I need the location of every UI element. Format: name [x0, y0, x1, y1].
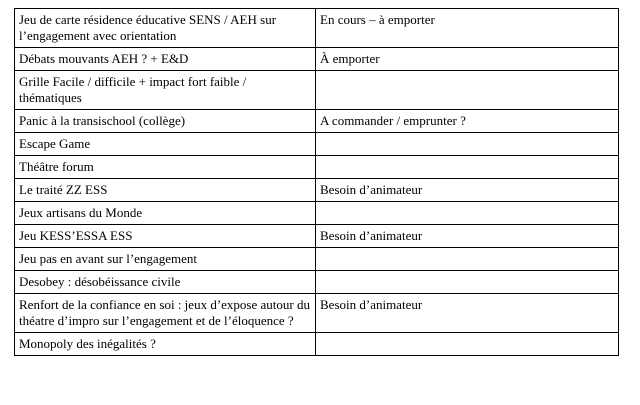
table-row: [15, 333, 619, 356]
table-row: [15, 9, 619, 48]
activity-cell: Renfort de la confiance en soi : jeux d’expose autour du théatre d’impro sur l’engagement et de l’éloquence ?: [15, 294, 316, 333]
activity-cell: Jeux artisans du Monde: [15, 202, 316, 225]
table-row: [15, 271, 619, 294]
status-cell: [316, 248, 619, 271]
status-cell: A commander / emprunter ?: [316, 110, 619, 133]
table-row: [15, 248, 619, 271]
activity-cell: Jeu de carte résidence éducative SENS / AEH sur l’engagement avec orientation: [15, 9, 316, 48]
table-row: [15, 202, 619, 225]
activity-cell: Panic à la transischool (collège): [15, 110, 316, 133]
activity-cell: Grille Facile / difficile + impact fort faible / thématiques: [15, 71, 316, 110]
status-cell: À emporter: [316, 48, 619, 71]
activity-cell: Monopoly des inégalités ?: [15, 333, 316, 356]
status-cell: En cours – à emporter: [316, 9, 619, 48]
status-cell: Besoin d’animateur: [316, 225, 619, 248]
status-cell: Besoin d’animateur: [316, 294, 619, 333]
activity-cell: Jeu KESS’ESSA ESS: [15, 225, 316, 248]
table-row: [15, 156, 619, 179]
status-cell: [316, 271, 619, 294]
activity-cell: Desobey : désobéissance civile: [15, 271, 316, 294]
activity-cell: Débats mouvants AEH ? + E&D: [15, 48, 316, 71]
status-cell: [316, 133, 619, 156]
status-cell: [316, 156, 619, 179]
activity-cell: Jeu pas en avant sur l’engagement: [15, 248, 316, 271]
status-cell: [316, 71, 619, 110]
activity-cell: Le traité ZZ ESS: [15, 179, 316, 202]
activity-cell: Théâtre forum: [15, 156, 316, 179]
status-cell: [316, 202, 619, 225]
table-row: [15, 133, 619, 156]
activity-cell: Escape Game: [15, 133, 316, 156]
table-row: [15, 48, 619, 71]
activities-table: [14, 8, 619, 356]
status-cell: [316, 333, 619, 356]
table-row: [15, 110, 619, 133]
status-cell: Besoin d’animateur: [316, 179, 619, 202]
table-row: [15, 294, 619, 333]
table-row: [15, 71, 619, 110]
table-row: [15, 179, 619, 202]
table-row: [15, 225, 619, 248]
